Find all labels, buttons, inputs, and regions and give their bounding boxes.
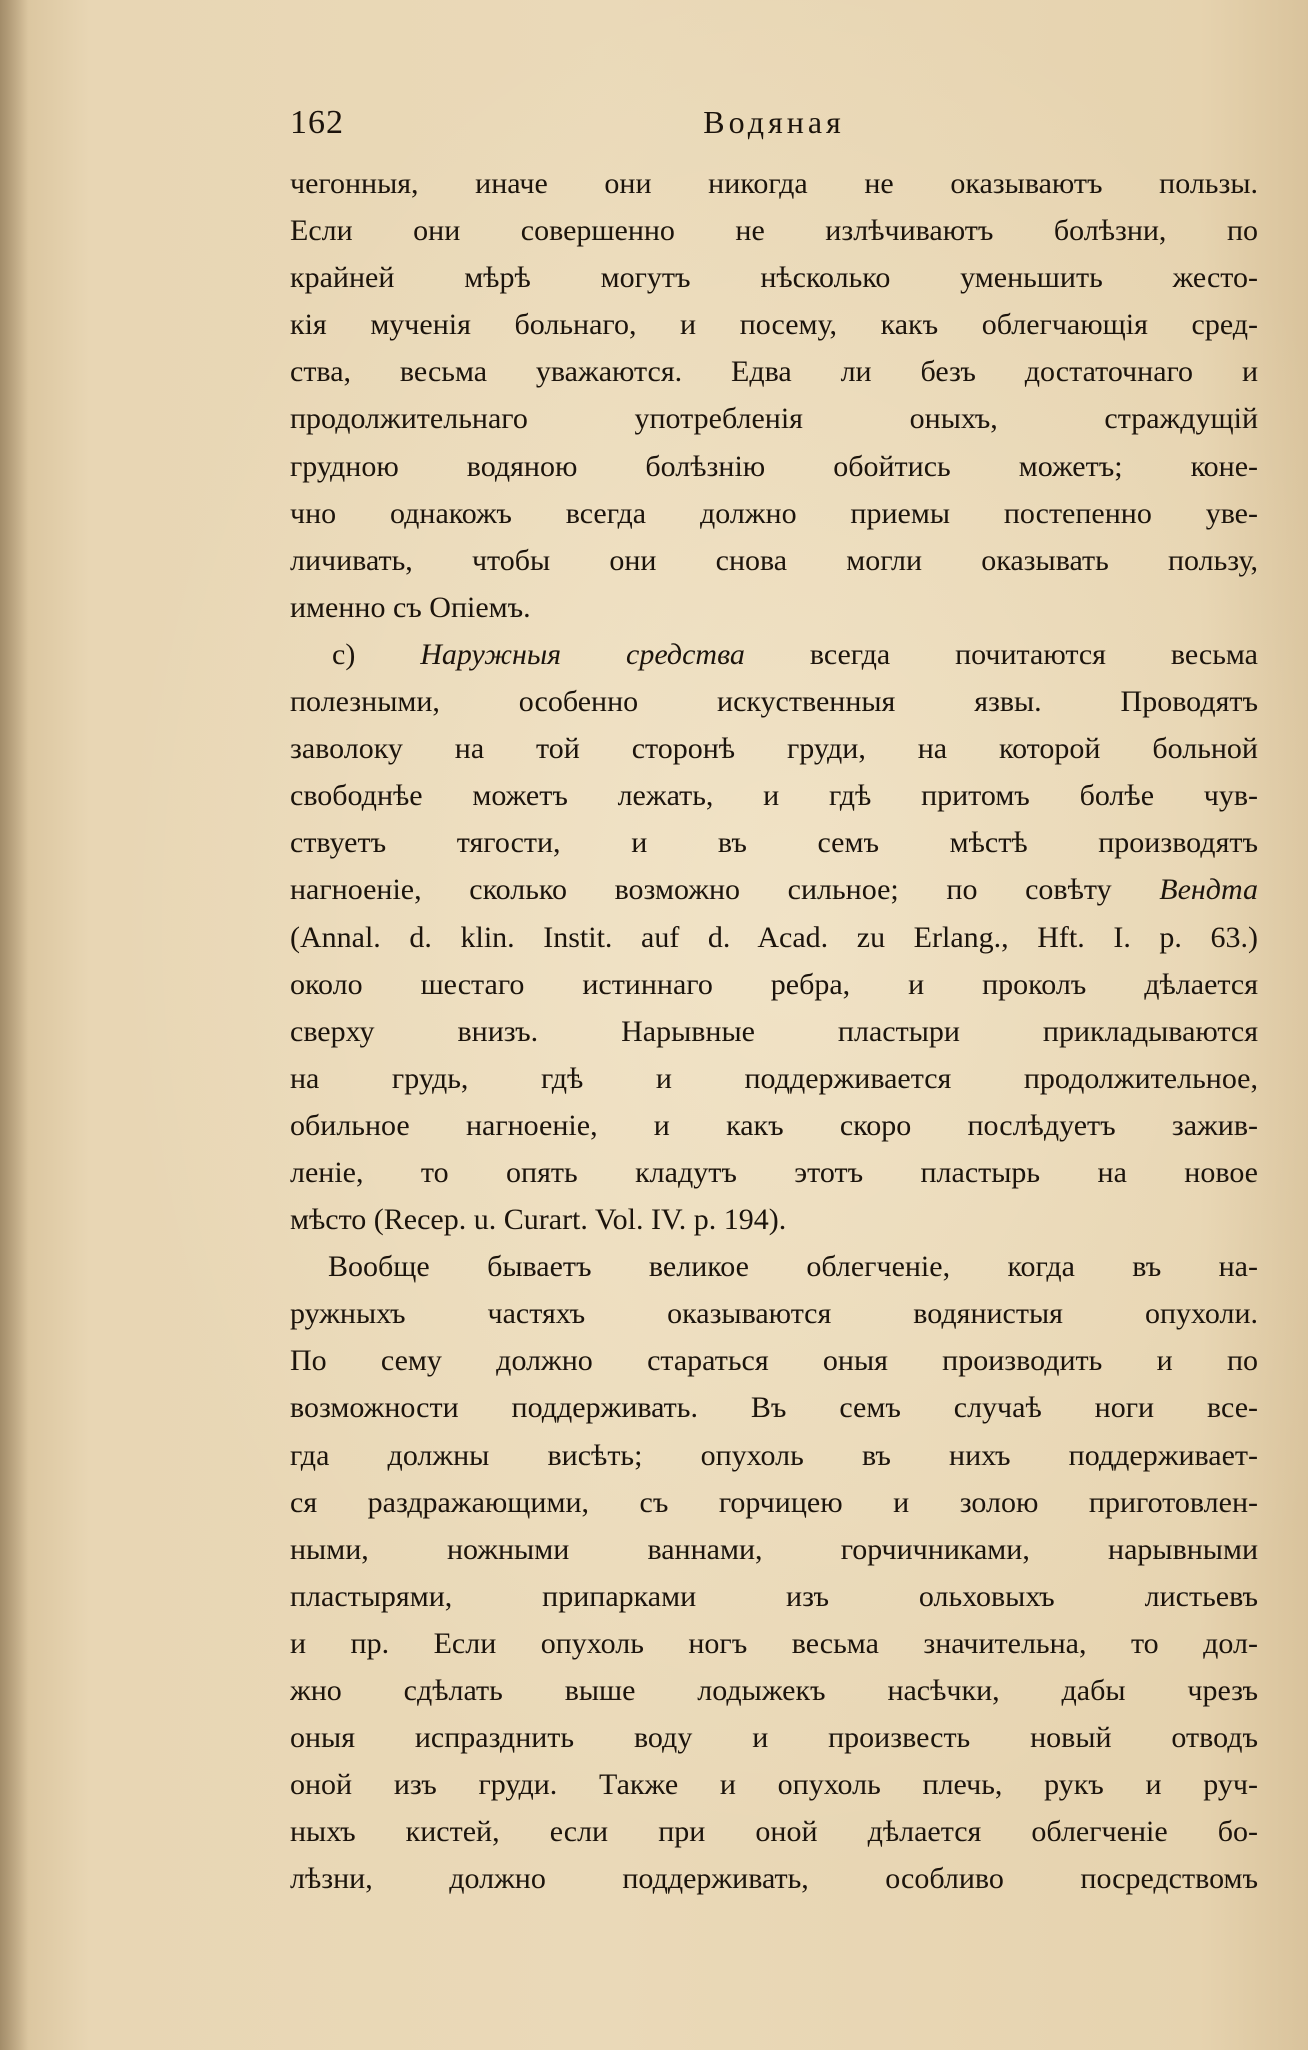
line-text: мѣсто (Recep. u. Curart. Vol. IV. p. 194). — [290, 1203, 787, 1237]
text-line — [290, 1855, 1258, 1902]
text-line — [290, 1714, 1258, 1761]
line-text: на грудь, гдѣ и поддерживается продолжительное, — [290, 1061, 1258, 1095]
text-line — [290, 1008, 1258, 1055]
text-line — [290, 1384, 1258, 1431]
text-line — [290, 961, 1258, 1008]
line-text: грудною водяною болѣзнію обойтись можетъ; коне- — [290, 449, 1258, 483]
page-number: 162 — [290, 104, 344, 141]
line-text: чегонныя, иначе они никогда не оказываютъ пользы. — [290, 167, 1258, 200]
spine-shadow — [0, 0, 28, 2050]
line-text: кія мученія больнаго, и посему, какъ облегчающія сред- — [290, 308, 1258, 342]
text-line — [290, 1196, 1258, 1243]
text-line — [290, 1526, 1258, 1573]
line-text: c) — [332, 637, 421, 671]
text-line — [290, 254, 1258, 301]
line-text: ствуетъ тягости, и въ семъ мѣстѣ производятъ — [290, 826, 1258, 860]
text-line — [290, 443, 1258, 490]
text-line — [290, 819, 1258, 866]
text-line — [290, 160, 1258, 207]
italic-text: Наружныя средства — [420, 637, 745, 671]
text-line — [290, 1479, 1258, 1526]
body-text — [290, 160, 1258, 1902]
line-text: ныхъ кистей, если при оной дѣлается облегченіе бо- — [290, 1815, 1258, 1849]
text-line — [290, 490, 1258, 537]
line-text: сверху внизъ. Нарывные пластыри прикладываются — [290, 1014, 1258, 1048]
line-text: именно съ Опіемъ. — [290, 590, 531, 624]
line-text: продолжительнаго употребленія оныхъ, страждущій — [290, 402, 1258, 436]
line-text: полезными, особенно искуственныя язвы. Проводятъ — [290, 685, 1258, 719]
text-line — [290, 631, 1258, 678]
line-text: Если они совершенно не излѣчиваютъ болѣзни, по — [290, 214, 1258, 248]
text-line — [290, 1290, 1258, 1337]
line-text: жно сдѣлать выше лодыжекъ насѣчки, дабы чрезъ — [290, 1674, 1258, 1707]
line-text: личивать, чтобы они снова могли оказывать пользу, — [290, 543, 1258, 577]
text-line — [290, 395, 1258, 442]
text-line — [290, 914, 1258, 961]
text-line — [290, 772, 1258, 819]
line-text: ными, ножными ваннами, горчичниками, нарывными — [290, 1532, 1258, 1566]
text-line — [290, 584, 1258, 631]
running-header — [290, 104, 1258, 148]
text-line — [290, 1432, 1258, 1479]
text-line — [290, 1149, 1258, 1196]
text-line — [290, 866, 1258, 913]
line-text: (Annal. d. klin. Instit. auf d. Acad. zu Erlang., Hft. I. p. 63.) — [290, 920, 1258, 954]
line-text: лѣзни, должно поддерживать, особливо посредствомъ — [290, 1862, 1258, 1896]
text-line — [290, 725, 1258, 772]
line-text: свободнѣе можетъ лежать, и гдѣ притомъ болѣе чув- — [290, 779, 1258, 813]
line-text: пластырями, припарками изъ ольховыхъ листьевъ — [290, 1579, 1258, 1613]
line-text: ства, весьма уважаются. Едва ли безъ достаточнаго и — [290, 355, 1258, 389]
text-line — [290, 1573, 1258, 1620]
line-text: По сему должно стараться оныя производить и по — [290, 1344, 1258, 1378]
line-text: заволоку на той сторонѣ груди, на которой больной — [290, 732, 1258, 766]
line-text: и пр. Если опухоль ногъ весьма значительна, то дол- — [290, 1626, 1258, 1660]
line-text: чно однакожъ всегда должно приемы постепенно уве- — [290, 496, 1258, 530]
line-text: ся раздражающими, съ горчицею и золою приготовлен- — [290, 1485, 1258, 1519]
line-text: оныя испразднить воду и произвесть новый отводъ — [290, 1721, 1258, 1755]
line-text: около шестаго истиннаго ребра, и проколъ дѣлается — [290, 967, 1258, 1001]
text-line — [290, 678, 1258, 725]
text-line — [290, 301, 1258, 348]
line-text: всегда почитаются весьма — [744, 637, 1258, 671]
text-line — [290, 1761, 1258, 1808]
line-text: обильное нагноеніе, и какъ скоро послѣдуетъ зажив- — [290, 1108, 1258, 1142]
line-text: Вообще бываетъ великое облегченіе, когда въ на- — [328, 1250, 1258, 1284]
line-text: гда должны висѣть; опухоль въ нихъ поддерживает- — [290, 1438, 1258, 1472]
text-line — [290, 537, 1258, 584]
line-text: возможности поддерживать. Въ семъ случаѣ ноги все- — [290, 1391, 1258, 1425]
line-text: леніе, то опять кладутъ этотъ пластырь на новое — [290, 1155, 1258, 1189]
line-text: крайней мѣрѣ могутъ нѣсколько уменьшить жесто- — [290, 261, 1258, 295]
text-line — [290, 1243, 1258, 1290]
text-line — [290, 348, 1258, 395]
running-title: Водяная — [703, 104, 845, 140]
line-text: нагноеніе, сколько возможно сильное; по совѣту — [290, 873, 1160, 907]
text-line — [290, 1808, 1258, 1855]
text-line — [290, 1667, 1258, 1714]
italic-text: Вендта — [1159, 873, 1258, 907]
line-text: оной изъ груди. Также и опухоль плечь, рукъ и руч- — [290, 1768, 1258, 1802]
line-text: ружныхъ частяхъ оказываются водянистыя опухоли. — [290, 1297, 1258, 1331]
text-line — [290, 1102, 1258, 1149]
text-line — [290, 1055, 1258, 1102]
text-line — [290, 1620, 1258, 1667]
text-line — [290, 207, 1258, 254]
text-line — [290, 1337, 1258, 1384]
